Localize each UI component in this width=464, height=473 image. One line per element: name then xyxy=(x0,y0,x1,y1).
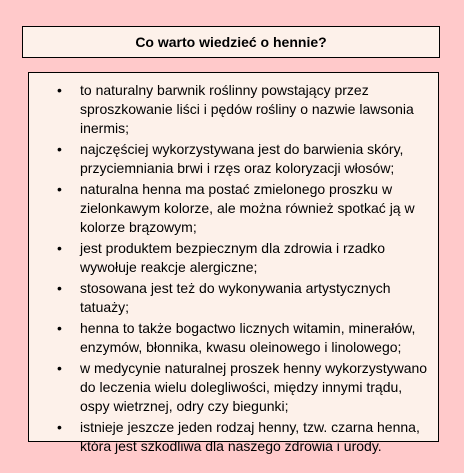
bullet-icon: • xyxy=(57,280,62,296)
list-item xyxy=(29,180,430,237)
facts-box xyxy=(28,72,439,454)
list-item-text: stosowana jest też do wykonywania artystycznych tatuaży; xyxy=(80,280,391,315)
bullet-icon: • xyxy=(57,360,62,376)
title-box xyxy=(22,26,440,58)
list-item-text: henna to także bogactwo licznych witamin, minerałów, enzymów, błonnika, kwasu oleinowego i linolowego; xyxy=(80,320,416,355)
list-item xyxy=(29,239,430,277)
bullet-icon: • xyxy=(57,320,62,336)
page-title: Co warto wiedzieć o hennie? xyxy=(135,34,327,50)
bullet-icon: • xyxy=(57,419,62,435)
list-item xyxy=(29,359,430,416)
list-item xyxy=(29,418,430,456)
bullet-icon: • xyxy=(57,240,62,256)
bullet-icon: • xyxy=(57,82,62,98)
list-item xyxy=(29,140,430,178)
list-item-text: najczęściej wykorzystywana jest do barwienia skóry, przyciemniania brwi i rzęs oraz koloryzacji włosów; xyxy=(80,141,404,176)
list-item xyxy=(29,319,430,357)
list-item xyxy=(29,279,430,317)
list-item-text: jest produktem bezpiecznym dla zdrowia i rzadko wywołuje reakcje alergiczne; xyxy=(80,240,386,275)
list-item-text: naturalna henna ma postać zmielonego proszku w zielonkawym kolorze, ale można również spotkać ją w kolorze brązowym; xyxy=(80,181,415,235)
bullet-icon: • xyxy=(57,181,62,197)
list-item xyxy=(29,81,430,138)
facts-list xyxy=(29,81,430,456)
list-item-text: to naturalny barwnik roślinny powstający przez sproszkowanie liści i pędów rośliny o nazwie lawsonia inermis; xyxy=(80,82,414,136)
list-item-text: w medycynie naturalnej proszek henny wykorzystywano do leczenia wielu dolegliwości, między innymi trądu, ospy wietrznej, odry czy biegunki; xyxy=(80,360,428,414)
bullet-icon: • xyxy=(57,141,62,157)
list-item-text: istnieje jeszcze jeden rodzaj henny, tzw. czarna henna, która jest szkodliwa dla naszego zdrowia i urody. xyxy=(80,419,420,454)
